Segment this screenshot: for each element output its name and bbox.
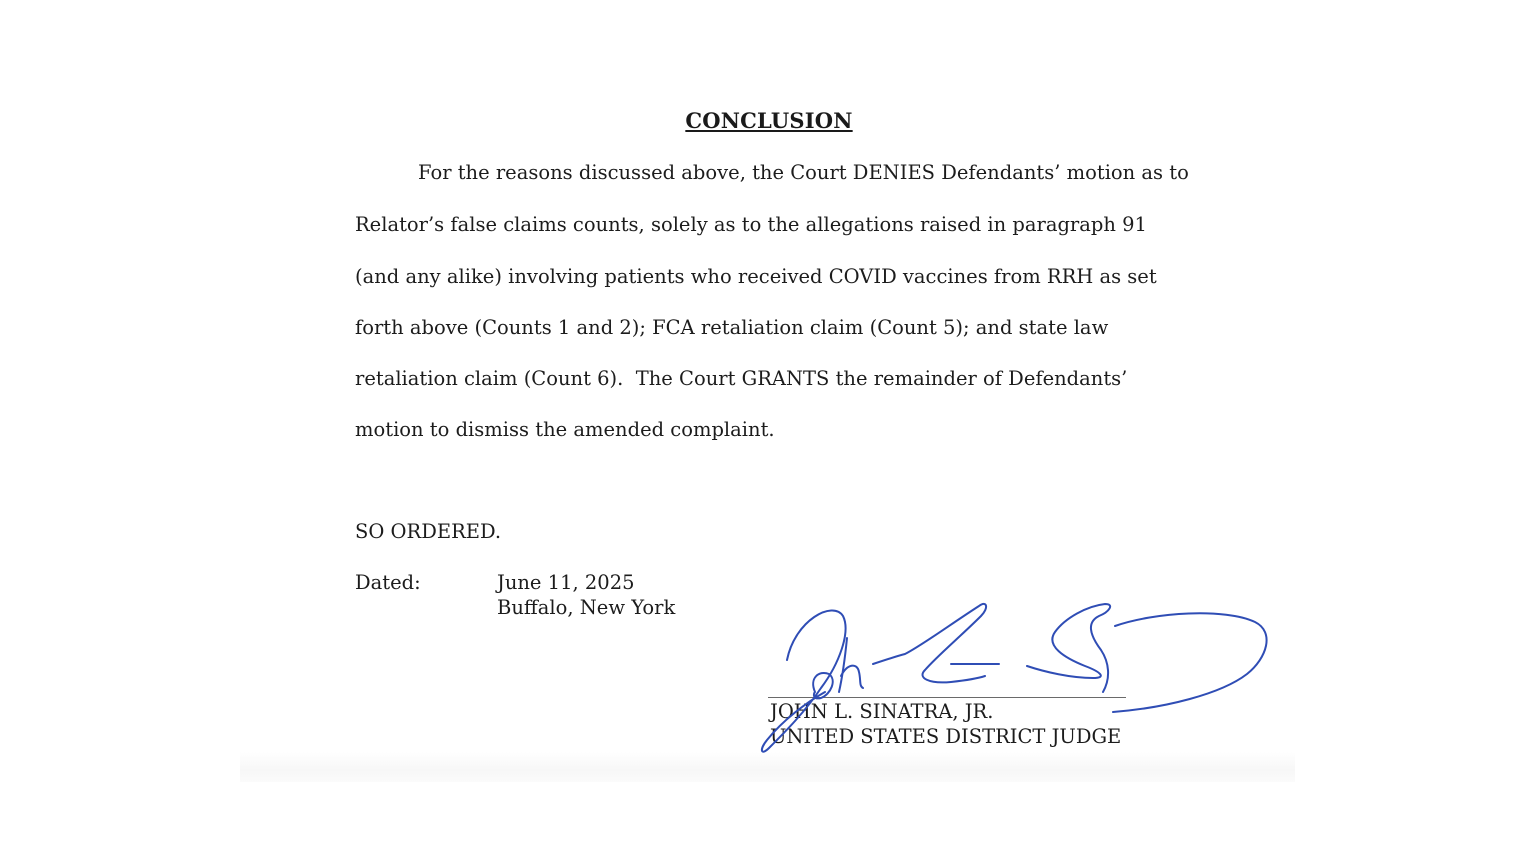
body-line: (and any alike) involving patients who received COVID vaccines from RRH as set — [355, 265, 1157, 288]
signature-stroke-loop — [1113, 613, 1267, 712]
judge-title: UNITED STATES DISTRICT JUDGE — [770, 725, 1122, 748]
body-line: Relator’s false claims counts, solely as to the allegations raised in paragraph 91 — [355, 213, 1147, 236]
body-line: retaliation claim (Count 6). The Court GRANTS the remainder of Defendants’ — [355, 367, 1128, 390]
body-line: For the reasons discussed above, the Court DENIES Defendants’ motion as to — [418, 161, 1189, 184]
so-ordered: SO ORDERED. — [355, 520, 502, 543]
dated-place: Buffalo, New York — [497, 596, 676, 619]
dated-label: Dated: — [355, 571, 421, 594]
body-line: motion to dismiss the amended complaint. — [355, 418, 775, 441]
section-heading: CONCLUSION — [685, 108, 853, 133]
handwritten-signature — [755, 598, 1275, 758]
judge-name: JOHN L. SINATRA, JR. — [770, 700, 994, 723]
body-line: forth above (Counts 1 and 2); FCA retaliation claim (Count 5); and state law — [355, 316, 1109, 339]
signature-stroke-l — [873, 604, 986, 682]
dated-date: June 11, 2025 — [497, 571, 635, 594]
